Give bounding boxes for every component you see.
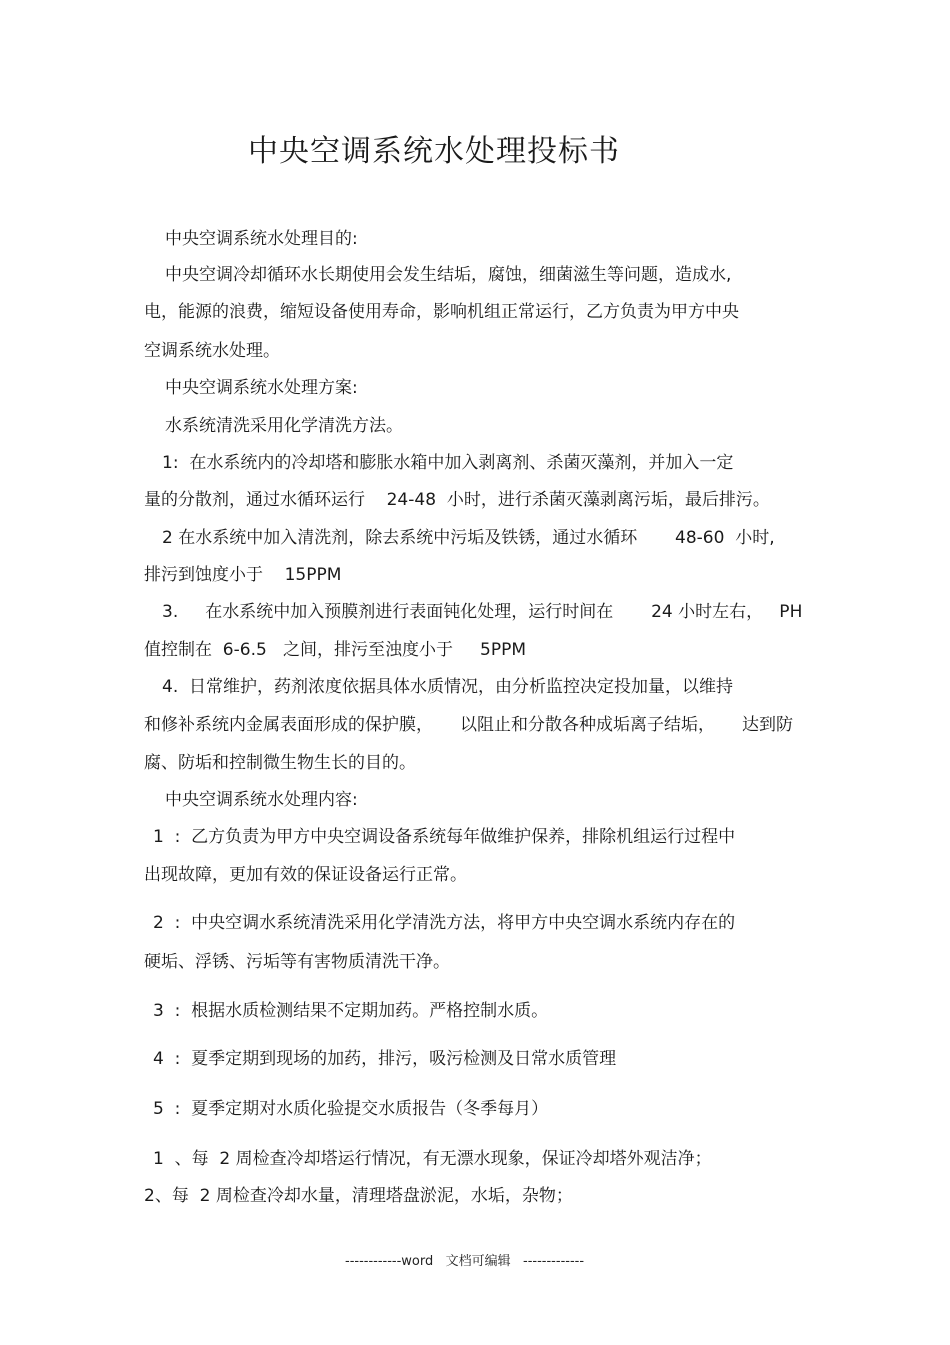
paragraph-line: 电，能源的浪费，缩短设备使用寿命，影响机组正常运行，乙方负责为甲方中央 — [144, 302, 739, 322]
paragraph-line: 4. 日常维护，药剂浓度依据具体水质情况，由分析监控决定投加量，以维持 — [162, 677, 734, 697]
list-item: 4 : 夏季定期到现场的加药，排污，吸污检测及日常水质管理 — [153, 1049, 617, 1069]
paragraph-line: 硬垢、浮锈、污垢等有害物质清洗干净。 — [144, 952, 450, 972]
list-item: 5 : 夏季定期对水质化验提交水质报告（冬季每月） — [153, 1099, 549, 1119]
paragraph-line: 值控制在 6-6.5 之间，排污至浊度小于 5PPM — [144, 640, 527, 660]
paragraph-line: 水系统清洗采用化学清洗方法。 — [165, 416, 403, 436]
paragraph-line: 腐、防垢和控制微生物生长的目的。 — [144, 753, 416, 773]
document-title: 中央空调系统水处理投标书 — [248, 134, 620, 169]
list-item: 3 : 根据水质检测结果不定期加药。严格控制水质。 — [153, 1001, 549, 1021]
paragraph-line: 3. 在水系统中加入预膜剂进行表面钝化处理，运行时间在 24 小时左右， PH — [162, 602, 803, 622]
page-footer: ------------word 文档可编辑 ------------- — [345, 1254, 585, 1269]
paragraph-line: 中央空调冷却循环水长期使用会发生结垢，腐蚀，细菌滋生等问题，造成水, — [165, 265, 732, 285]
paragraph-line: 空调系统水处理。 — [144, 341, 280, 361]
section-heading-content: 中央空调系统水处理内容: — [165, 790, 358, 810]
section-heading-plan: 中央空调系统水处理方案: — [165, 378, 358, 398]
list-item: 2 : 中央空调水系统清洗采用化学清洗方法，将甲方中央空调水系统内存在的 — [153, 913, 736, 933]
paragraph-line: 量的分散剂，通过水循环运行 24-48 小时，进行杀菌灭藻剥离污垢，最后排污。 — [144, 490, 770, 510]
paragraph-line: 出现故障，更加有效的保证设备运行正常。 — [144, 865, 467, 885]
paragraph-line: 和修补系统内金属表面形成的保护膜， 以阻止和分散各种成垢离子结垢， 达到防 — [144, 715, 794, 735]
list-item: 2、每 2 周检查冷却水量，清理塔盘淤泥，水垢，杂物； — [144, 1186, 573, 1206]
list-item: 1 : 乙方负责为甲方中央空调设备系统每年做维护保养，排除机组运行过程中 — [153, 827, 736, 847]
paragraph-line: 排污到蚀度小于 15PPM — [144, 565, 342, 585]
paragraph-line: 1: 在水系统内的冷却塔和膨胀水箱中加入剥离剂、杀菌灭藻剂，并加入一定 — [162, 453, 734, 473]
paragraph-line: 2 在水系统中加入清洗剂，除去系统中污垢及铁锈，通过水循环 48-60 小时, — [162, 528, 775, 548]
section-heading-purpose: 中央空调系统水处理目的: — [165, 229, 358, 249]
list-item: 1 、每 2 周检查冷却塔运行情况，有无漂水现象，保证冷却塔外观洁净； — [153, 1149, 712, 1169]
